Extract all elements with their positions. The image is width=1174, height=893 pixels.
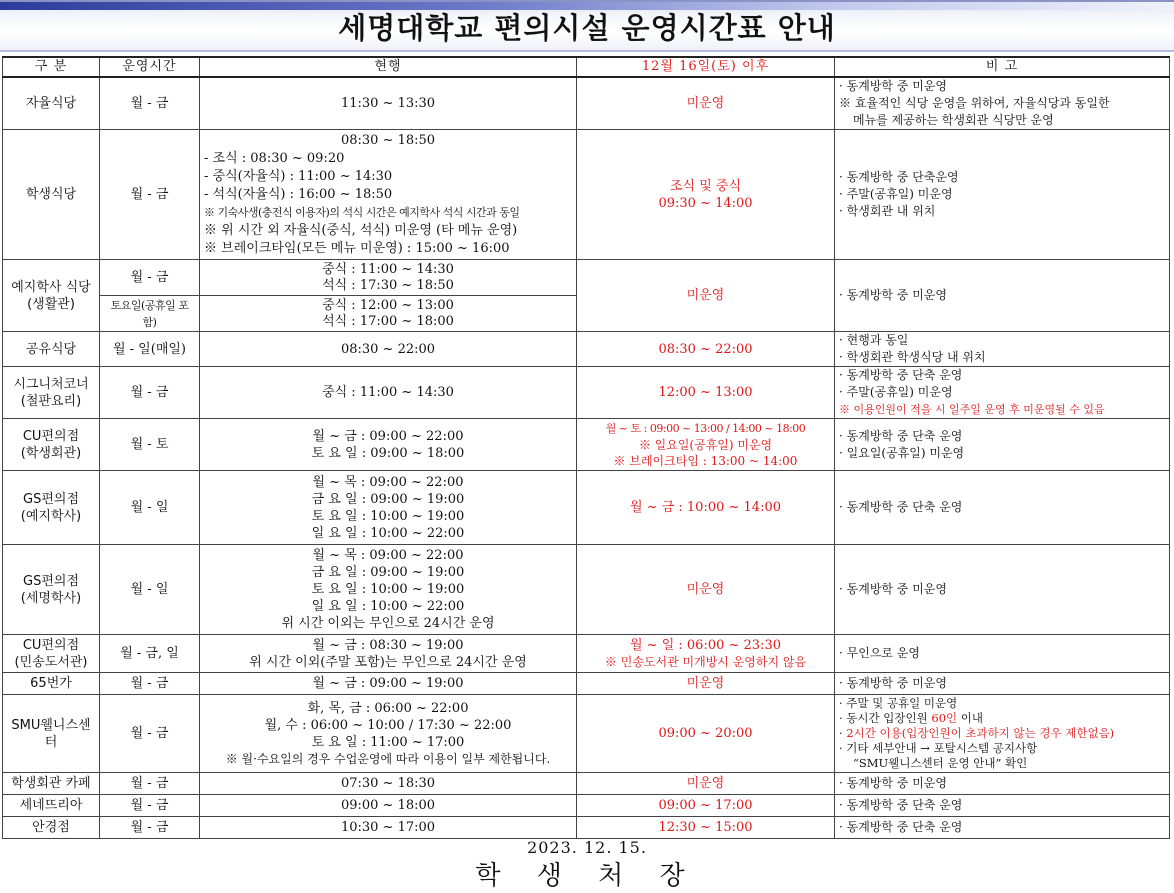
facility-name: 학생회관 카페	[3, 773, 100, 795]
page-title: 세명대학교 편의시설 운영시간표 안내	[338, 11, 836, 45]
current-hours-saturday: 중식 : 12:00 ~ 13:00 석식 : 17:00 ~ 18:00	[200, 296, 577, 332]
current-hours: 10:30 ~ 17:00	[200, 817, 577, 839]
facility-days: 월 - 일(매일)	[100, 332, 200, 367]
issue-date: 2023. 12. 15.	[527, 838, 647, 857]
table-row	[3, 77, 1170, 130]
current-hours: 중식 : 11:00 ~ 14:30 석식 : 17:30 ~ 18:50	[200, 260, 577, 296]
facility-days: 월 - 금	[100, 695, 200, 773]
remarks: · 동계방학 중 미운영 ※ 효율적인 식당 운영을 위하여, 자율식당과 동일한 메뉴를 제공하는 학생회관 식당만 운영	[835, 77, 1170, 130]
remarks: · 동계방학 중 미운영	[835, 545, 1170, 635]
facility-days: 월 - 금	[100, 130, 200, 260]
facility-days: 월 - 금	[100, 367, 200, 419]
facility-days: 월 - 일	[100, 545, 200, 635]
current-hours: 월 ~ 목 : 09:00 ~ 22:00 금 요 일 : 09:00 ~ 19:00 토 요 일 : 10:00 ~ 19:00 일 요 일 : 10:00 ~ 22:00	[200, 471, 577, 545]
remarks: · 동계방학 중 단축 운영	[835, 795, 1170, 817]
table-row	[3, 260, 1170, 296]
facility-days: 월 - 금	[100, 773, 200, 795]
after-hours: 미운영	[577, 673, 835, 695]
facility-name: 공유식당	[3, 332, 100, 367]
table-row	[3, 673, 1170, 695]
current-hours: 08:30 ~ 22:00	[200, 332, 577, 367]
remarks: · 동계방학 중 단축운영 · 주말(공휴일) 미운영 · 학생회관 내 위치	[835, 130, 1170, 260]
facility-days: 월 - 금	[100, 795, 200, 817]
table-row	[3, 545, 1170, 635]
current-hours: 화, 목, 금 : 06:00 ~ 22:00 월, 수 : 06:00 ~ 10:00 / 17:30 ~ 22:00 토 요 일 : 11:00 ~ 17:00 ※ 월·수요일의 경우 수업운영에 따라 이용이 일부 제한됩니다.	[200, 695, 577, 773]
current-hours: 월 ~ 금 : 09:00 ~ 19:00	[200, 673, 577, 695]
remarks: · 동계방학 중 미운영	[835, 773, 1170, 795]
remarks: · 무인으로 운영	[835, 635, 1170, 673]
facility-name: 학생식당	[3, 130, 100, 260]
current-hours: 월 ~ 금 : 08:30 ~ 19:00 위 시간 이외(주말 포함)는 무인으로 24시간 운영	[200, 635, 577, 673]
facility-name: 안경점	[3, 817, 100, 839]
facility-days: 월 - 금	[100, 260, 200, 296]
current-hours: 월 ~ 목 : 09:00 ~ 22:00 금 요 일 : 09:00 ~ 19:00 토 요 일 : 10:00 ~ 19:00 일 요 일 : 10:00 ~ 22:00 위 시간 이외는 무인으로 24시간 운영	[200, 545, 577, 635]
header-remarks: 비 고	[835, 57, 1170, 77]
facility-days-saturday: 토요일(공휴일 포함)	[100, 296, 200, 332]
remarks: · 동계방학 중 미운영	[835, 260, 1170, 332]
after-hours: 09:00 ~ 17:00	[577, 795, 835, 817]
table-row	[3, 332, 1170, 367]
facility-name: SMU웰니스센터	[3, 695, 100, 773]
after-hours: 12:00 ~ 13:00	[577, 367, 835, 419]
remarks: · 동계방학 중 단축 운영	[835, 817, 1170, 839]
facility-days: 월 - 금, 일	[100, 635, 200, 673]
header-current: 현행	[200, 57, 577, 77]
issuer-signature: 학 생 처 장	[475, 861, 699, 891]
remarks: · 동계방학 중 단축 운영	[835, 471, 1170, 545]
current-hours: 08:30 ~ 18:50 - 조식 : 08:30 ~ 09:20 - 중식(자율식) : 11:00 ~ 14:30 - 석식(자율식) : 16:00 ~ 18:50 ※ 기숙사생(충전식 이용자)의 석식 시간은 예지학사 석식 시간과 동일 ※ 위 시간 외 자율식(중식, 석식) 미운영 (타 메뉴 운영) ※ 브레이크타임(모든 메뉴 미운영) : 15:00 ~ 16:00	[200, 130, 577, 260]
remarks: · 동계방학 중 미운영	[835, 673, 1170, 695]
current-hours: 월 ~ 금 : 09:00 ~ 22:00 토 요 일 : 09:00 ~ 18:00	[200, 419, 577, 471]
table-row	[3, 635, 1170, 673]
after-hours: 12:30 ~ 15:00	[577, 817, 835, 839]
table-row	[3, 773, 1170, 795]
current-hours: 07:30 ~ 18:30	[200, 773, 577, 795]
header-after: 12월 16일(토) 이후	[577, 57, 835, 77]
facility-days: 월 - 금	[100, 77, 200, 130]
table-row	[3, 471, 1170, 545]
facility-name: GS편의점 (세명학사)	[3, 545, 100, 635]
table-row	[3, 130, 1170, 260]
facility-name: 세네뜨리아	[3, 795, 100, 817]
facility-days: 월 - 일	[100, 471, 200, 545]
after-hours: 월 ~ 금 : 10:00 ~ 14:00	[577, 471, 835, 545]
after-hours: 미운영	[577, 77, 835, 130]
current-hours: 중식 : 11:00 ~ 14:30	[200, 367, 577, 419]
remarks: · 동계방학 중 단축 운영 · 일요일(공휴일) 미운영	[835, 419, 1170, 471]
current-hours: 11:30 ~ 13:30	[200, 77, 577, 130]
after-hours: 08:30 ~ 22:00	[577, 332, 835, 367]
table-row	[3, 695, 1170, 773]
facility-name: 자율식당	[3, 77, 100, 130]
facility-days: 월 - 토	[100, 419, 200, 471]
table-row	[3, 419, 1170, 471]
after-hours: 월 ~ 일 : 06:00 ~ 23:30 ※ 민송도서관 미개방시 운영하지 않음	[577, 635, 835, 673]
table-header-row	[3, 57, 1170, 77]
after-hours: 월 ~ 토 : 09:00 ~ 13:00 / 14:00 ~ 18:00 ※ 일요일(공휴일) 미운영 ※ 브레이크타임 : 13:00 ~ 14:00	[577, 419, 835, 471]
facility-name: 시그니처코너 (철판요리)	[3, 367, 100, 419]
facility-name: GS편의점 (예지학사)	[3, 471, 100, 545]
header-hours: 운영시간	[100, 57, 200, 77]
header-category: 구 분	[3, 57, 100, 77]
remarks: · 주말 및 공휴일 미운영 · 동시간 입장인원 60인 이내 · 2시간 이용(입장인원이 초과하지 않는 경우 제한없음) · 기타 세부안내 → 포탈시스템 공지사항 “SMU웰니스센터 운영 안내” 확인	[835, 695, 1170, 773]
title-divider	[0, 50, 1174, 52]
after-hours: 조식 및 중식 09:30 ~ 14:00	[577, 130, 835, 260]
schedule-table	[2, 56, 1170, 839]
facility-days: 월 - 금	[100, 673, 200, 695]
facility-name: 65번가	[3, 673, 100, 695]
remarks: · 동계방학 중 단축 운영 · 주말(공휴일) 미운영 ※ 이용인원이 적을 시 일주일 운영 후 미운영될 수 있음	[835, 367, 1170, 419]
after-hours: 미운영	[577, 545, 835, 635]
facility-name: CU편의점 (민송도서관)	[3, 635, 100, 673]
current-hours: 09:00 ~ 18:00	[200, 795, 577, 817]
after-hours: 09:00 ~ 20:00	[577, 695, 835, 773]
remarks: · 현행과 동일 · 학생회관 학생식당 내 위치	[835, 332, 1170, 367]
after-hours: 미운영	[577, 260, 835, 332]
table-row	[3, 367, 1170, 419]
facility-name: 예지학사 식당 (생활관)	[3, 260, 100, 332]
facility-days: 월 - 금	[100, 817, 200, 839]
facility-name: CU편의점 (학생회관)	[3, 419, 100, 471]
table-row	[3, 817, 1170, 839]
table-row	[3, 795, 1170, 817]
after-hours: 미운영	[577, 773, 835, 795]
